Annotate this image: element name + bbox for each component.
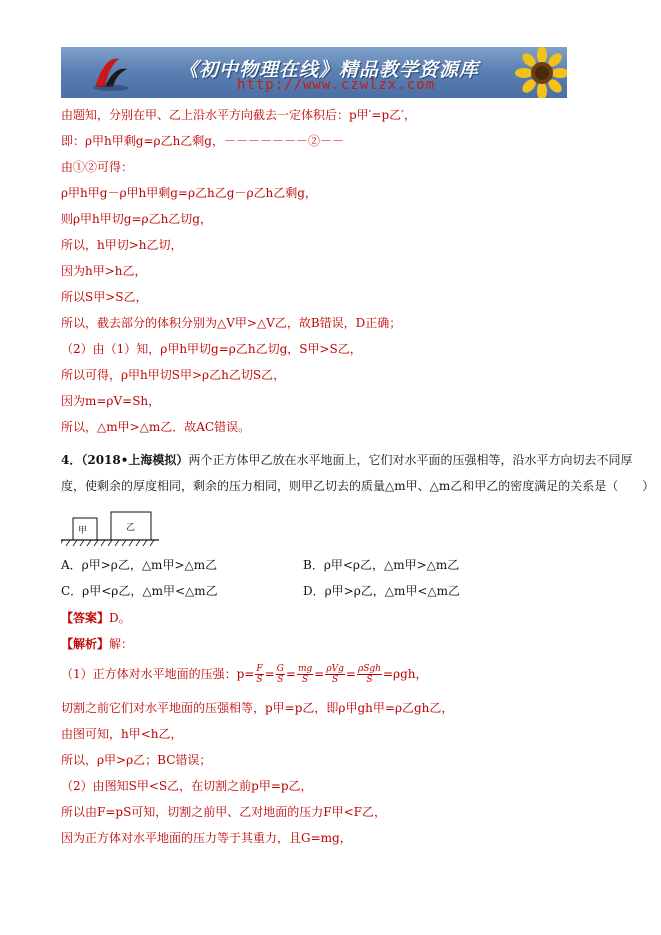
solution-line: 所以，截去部分的体积分别为△V甲>△V乙，故B错误，D正确； <box>61 316 402 330</box>
solution-line: 由①②可得： <box>61 160 134 174</box>
option-d[interactable]: D．ρ甲>ρ乙，△m甲<△m乙 <box>303 584 461 598</box>
solution-line: 所以S甲>S乙， <box>61 290 148 304</box>
formula-fraction: $\frac{mg}{S}$ <box>297 664 313 685</box>
question-stem <box>61 452 632 468</box>
cube-label-a: 甲 <box>78 526 88 536</box>
formula-fraction: $\frac{G}{S}$ <box>276 664 284 685</box>
analysis-line: 所以，ρ甲>ρ乙；BC错误； <box>61 753 212 767</box>
analysis-line: （2）由图知S甲<S乙，在切割之前p甲=p乙， <box>61 779 313 793</box>
analysis-line: 切割之前它们对水平地面的压强相等，p甲=p乙，即ρ甲gh甲=ρ乙gh乙， <box>61 701 454 715</box>
pressure-formula: （1）正方体对水平地面的压强：p= $\frac{F}{S}$ = $\frac{G}{S}$ = $\frac{mg}{S}$ = $\frac{\text{ρVg}}{S}$ = $\frac{\text{ρSgh}}{S}$ =ρgh， <box>61 664 428 685</box>
question-number: 4． <box>61 453 82 467</box>
banner-title: 《初中物理在线》精品教学资源库 <box>179 59 480 81</box>
analysis-heading <box>61 636 133 652</box>
solution-line: 所以，△m甲>△m乙．故AC错误。 <box>61 420 251 434</box>
cube-label-b: 乙 <box>126 523 136 533</box>
analysis-line: 因为正方体对水平地面的压力等于其重力，且G=mg， <box>61 831 352 845</box>
solution-line: 因为m=ρV=Sh， <box>61 394 161 408</box>
banner-url[interactable]: http://www.czwlzx.com <box>237 77 436 93</box>
analysis-after-label: 解： <box>109 637 134 651</box>
formula-prefix: （1）正方体对水平地面的压强：p= <box>61 667 255 681</box>
solution-line: （2）由（1）知，ρ甲h甲切g=ρ乙h乙切g，S甲>S乙， <box>61 342 362 356</box>
analysis-label: 【解析】 <box>61 637 110 651</box>
question-text-2: 度，使剩余的厚度相同，剩余的压力相同，则甲乙切去的质量△m甲、△m乙和甲乙的密度满足的关系是（ ） <box>61 479 655 493</box>
solution-line: 即：ρ甲h甲剩g=ρ乙h乙剩g，－－－－－－－②－－ <box>61 134 344 148</box>
formula-fraction: $\frac{\text{ρSgh}}{S}$ <box>357 664 381 685</box>
question-source: （2018•上海模拟） <box>81 453 189 467</box>
option-b[interactable]: B．ρ甲<ρ乙，△m甲>△m乙 <box>303 558 460 572</box>
option-c[interactable]: C．ρ甲<ρ乙，△m甲<△m乙 <box>61 584 218 598</box>
analysis-line: 由图可知，h甲<h乙， <box>61 727 183 741</box>
solution-line: ρ甲h甲g－ρ甲h甲剩g=ρ乙h乙g－ρ乙h乙剩g， <box>61 186 317 200</box>
formula-suffix: =ρgh， <box>382 667 428 681</box>
answer-line <box>61 610 131 626</box>
answer-label: 【答案】 <box>61 611 110 625</box>
cubes-figure <box>61 510 161 550</box>
solution-line: 所以，h甲切>h乙切， <box>61 238 183 252</box>
solution-line: 则ρ甲h甲切g=ρ乙h乙切g， <box>61 212 212 226</box>
answer-value: D。 <box>109 611 131 625</box>
site-logo-icon <box>89 53 131 93</box>
solution-line: 由题知，分别在甲、乙上沿水平方向截去一定体积后：p甲′=p乙′， <box>61 108 416 122</box>
formula-fraction: $\frac{\text{ρVg}}{S}$ <box>326 664 344 685</box>
header-banner <box>61 47 567 98</box>
question-text-1: 两个正方体甲乙放在水平地面上，它们对水平面的压强相等，沿水平方向切去不同厚 <box>188 453 633 467</box>
option-a[interactable]: A．ρ甲>ρ乙，△m甲>△m乙 <box>61 558 218 572</box>
analysis-line: 所以由F=pS可知，切割之前甲、乙对地面的压力F甲<F乙， <box>61 805 386 819</box>
formula-fraction: $\frac{F}{S}$ <box>256 664 263 685</box>
solution-line: 因为h甲>h乙， <box>61 264 147 278</box>
sunflower-icon <box>497 47 567 98</box>
solution-line: 所以可得，ρ甲h甲切S甲>ρ乙h乙切S乙， <box>61 368 286 382</box>
